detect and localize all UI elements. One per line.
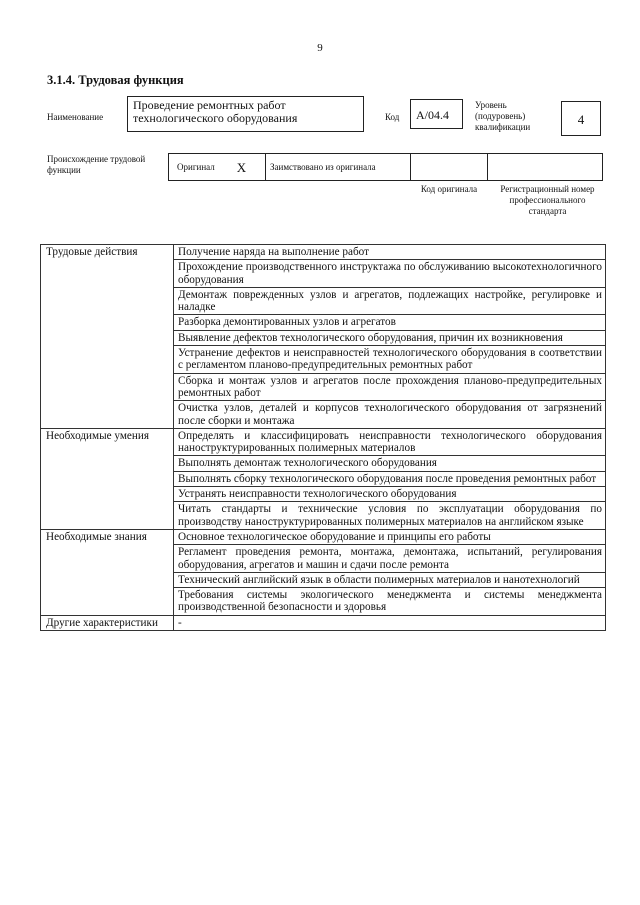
table-row — [41, 615, 606, 630]
code-original-caption: Код оригинала — [420, 184, 478, 194]
code-label: Код — [385, 112, 400, 122]
section-item: Демонтаж поврежденных узлов и агрегатов, подлежащих настройке, регулировке и наладке — [174, 287, 606, 315]
section-item: - — [174, 615, 606, 630]
function-name: Проведение ремонтных работ технологического оборудования — [127, 96, 364, 132]
borrowed-label: Заимствовано из оригинала — [266, 154, 411, 180]
code-original-cell — [411, 154, 488, 180]
table-row — [41, 529, 606, 544]
table-row — [41, 428, 606, 456]
original-cell — [169, 154, 266, 180]
section-item: Основное технологическое оборудование и принципы его работы — [174, 529, 606, 544]
name-label: Наименование — [47, 112, 104, 122]
section-label: Трудовые действия — [41, 245, 174, 429]
section-label: Необходимые знания — [41, 529, 174, 615]
section-item: Получение наряда на выполнение работ — [174, 245, 606, 260]
qualification-level: 4 — [561, 101, 601, 136]
section-item: Технический английский язык в области полимерных материалов и нанотехнологий — [174, 572, 606, 587]
section-item: Требования системы экологического менеджмента и системы менеджмента производственной безопасности и здоровья — [174, 588, 606, 616]
original-mark: X — [236, 159, 247, 175]
section-item: Разборка демонтированных узлов и агрегатов — [174, 315, 606, 330]
reg-number-cell — [488, 154, 602, 180]
section-label: Другие характеристики — [41, 615, 174, 630]
section-title: 3.1.4. Трудовая функция — [47, 73, 184, 87]
section-item: Выполнять сборку технологического оборудования после проведения ремонтных работ — [174, 471, 606, 486]
section-label: Необходимые умения — [41, 428, 174, 529]
origin-row — [168, 153, 603, 181]
labor-function-table — [40, 244, 606, 631]
section-item: Очистка узлов, деталей и корпусов технологического оборудования от загрязнений после сборки и монтажа — [174, 401, 606, 429]
page-number: 9 — [317, 42, 323, 54]
section-item: Выполнять демонтаж технологического оборудования — [174, 456, 606, 471]
reg-number-caption: Регистрационный номер профессионального стандарта — [500, 184, 595, 216]
section-item: Прохождение производственного инструктажа по обслуживанию высокотехнологичного оборудования — [174, 260, 606, 288]
section-item: Регламент проведения ремонта, монтажа, демонтажа, испытаний, регулирования оборудования, агрегатов и машин и сдачи после ремонта — [174, 545, 606, 573]
section-item: Устранять неисправности технологического оборудования — [174, 487, 606, 502]
function-code: А/04.4 — [410, 99, 463, 129]
section-item: Сборка и монтаж узлов и агрегатов после прохождения планово-предупредительных ремонтных работ — [174, 373, 606, 401]
section-item: Выявление дефектов технологического оборудования, причин их возникновения — [174, 330, 606, 345]
origin-label: Происхождение трудовой функции — [47, 154, 146, 175]
section-item: Устранение дефектов и неисправностей технологического оборудования в соответствии с регламентом планово-предупредительных ремонтных работ — [174, 346, 606, 374]
section-item: Читать стандарты и технические условия по эксплуатации оборудования по производству наноструктурированных полимерных материалов на английском языке — [174, 502, 606, 530]
table-row — [41, 245, 606, 260]
section-item: Определять и классифицировать неисправности технологического оборудования наноструктурированных полимерных материалов — [174, 428, 606, 456]
original-label: Оригинал — [177, 161, 215, 172]
level-label: Уровень (подуровень) квалификации — [475, 100, 531, 132]
